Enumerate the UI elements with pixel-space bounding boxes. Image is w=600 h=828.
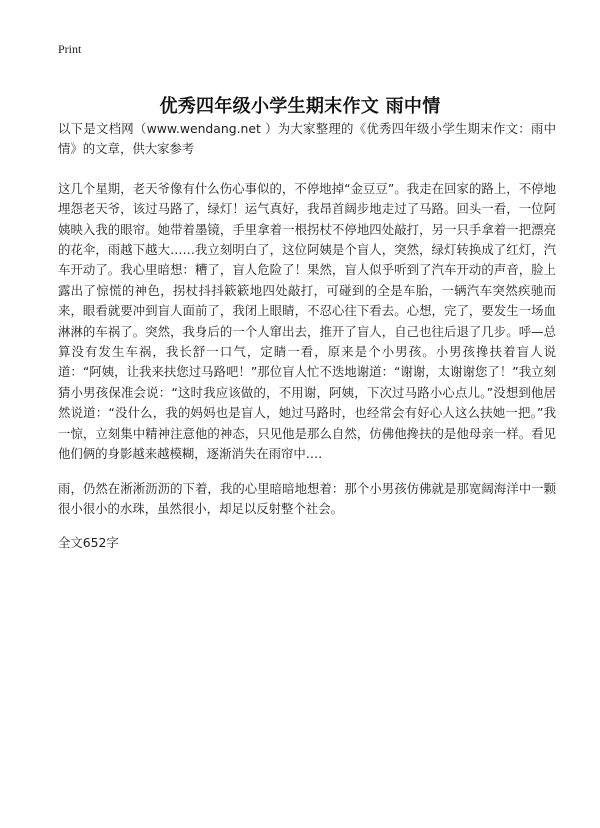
word-count: 全文652字 [58,535,119,551]
body-paragraph-2: 雨，仍然在淅淅沥沥的下着，我的心里暗暗地想着：那个小男孩仿佛就是那宽阔海洋中一颗很小很小的水珠，虽然很小，却足以反射整个社会。 [58,480,556,516]
page-title: 优秀四年级小学生期末作文 雨中情 [159,96,441,118]
print-link[interactable]: Print [58,42,82,56]
article-body [58,119,556,554]
intro-paragraph: 以下是文档网（www.wendang.net ）为大家整理的《优秀四年级小学生期末作文：雨中情》的文章，供大家参考 [58,121,556,157]
body-paragraph-1: 这几个星期，老天爷像有什么伤心事似的，不停地掉“金豆豆”。我走在回家的路上，不停地埋怨老天爷，该过马路了，绿灯！运气真好，我昂首阔步地走过了马路。回头一看，一位阿姨映入我的眼帘。她带着墨镜，手里拿着一根拐杖不停地四处敲打，另一只手拿着一把漂亮的花伞，雨越下越大……我立刻明白了，这位阿姨是个盲人，突然，绿灯转换成了红灯，汽车开动了。我心里暗想：糟了，盲人危险了！果然，盲人似乎听到了汽车开动的声音，脸上露出了惊慌的神色，拐杖抖抖簌簌地四处敲打，可碰到的全是车胎，一辆汽车突然疾驰而来，眼看就要冲到盲人面前了，我闭上眼睛，不忍心往下看去。心想，完了，要发生一场血淋淋的车祸了。突然，我身后的一个人窜出去，推开了盲人，自己也往后退了几步。呼—总算没有发生车祸，我长舒一口气，定睛一看，原来是个小男孩。小男孩搀扶着盲人说道：“阿姨，让我来扶您过马路吧！”那位盲人忙不迭地谢道：“谢谢，太谢谢您了！”我立刻猜小男孩保准会说：“这时我应该做的，不用谢，阿姨，下次过马路小心点儿。”没想到他居然说道：“没什么，我的妈妈也是盲人，她过马路时，也经常会有好心人这么扶她一把。”我一惊，立刻集中精神注意他的神态，只见他是那么自然，仿佛他搀扶的是他母亲一样。看见他们俩的身影越来越模糊，逐渐消失在雨帘中…. [58,180,556,462]
